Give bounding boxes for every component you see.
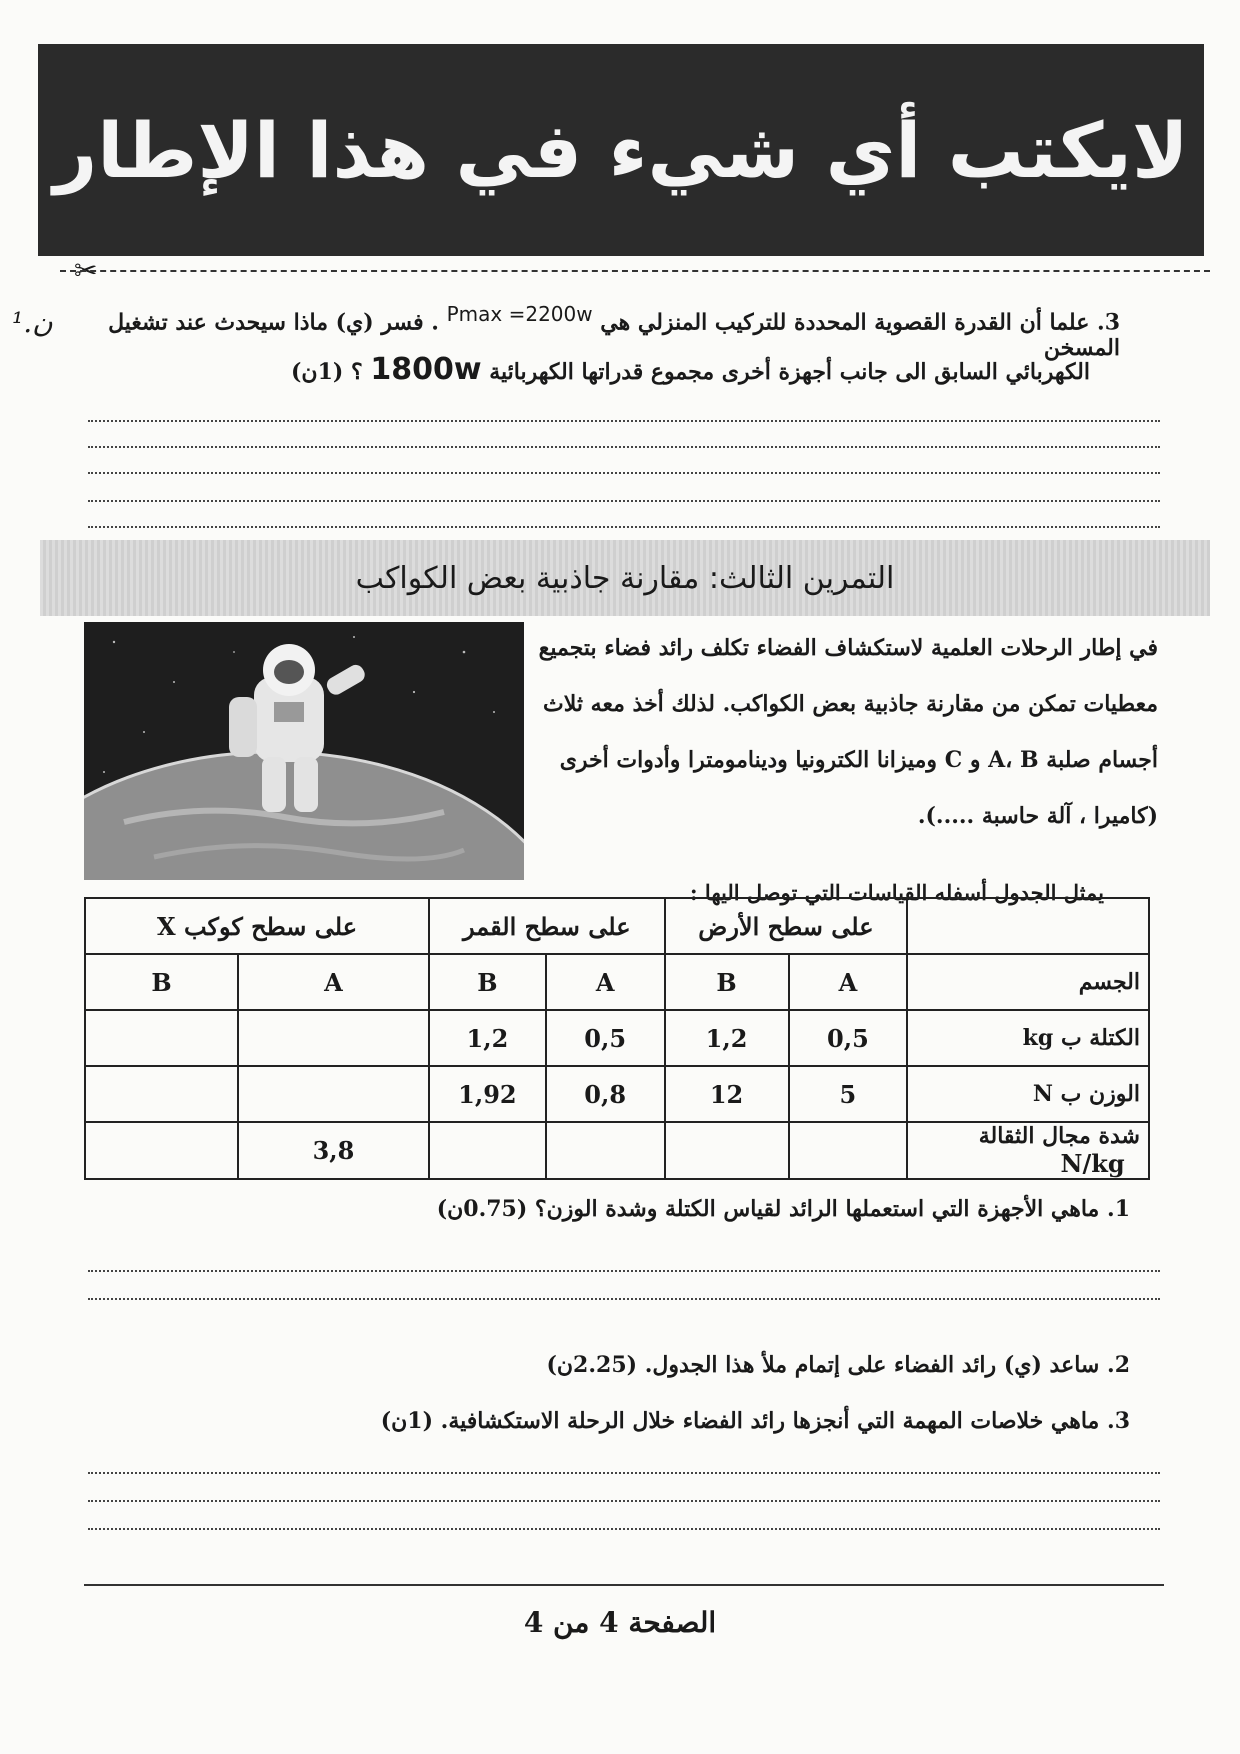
answer-line[interactable] [88, 420, 1160, 422]
intro-paragraph [498, 620, 1158, 844]
table-row [85, 1066, 1149, 1122]
astronaut-photo [84, 622, 524, 880]
intro-line: أجسام صلبة A، B و C وميزانا الكترونيا ودينامومترا وأدوات أخرى [559, 747, 1158, 773]
question-3 [90, 1408, 1130, 1434]
gravity-unit: N/kg [1060, 1149, 1125, 1178]
mass-cell: 0,5 [546, 1010, 665, 1066]
question-text: . فسر (ي) ماذا سيحدث عند تشغيل المسخن [108, 309, 1120, 362]
gravity-cell: 3,8 [238, 1122, 429, 1179]
question-text: الكهربائي السابق الى جانب أجهزة أخرى مجموع قدراتها الكهربائية [489, 359, 1090, 385]
question-1 [90, 1196, 1130, 1222]
weight-cell: 5 [789, 1066, 908, 1122]
body-cell: A [238, 954, 429, 1010]
page-label: الصفحة [628, 1606, 717, 1639]
gravity-cell[interactable] [546, 1122, 665, 1179]
intro-line: معطيات تمكن من مقارنة جاذبية بعض الكواكب. لذلك أخذ معه ثلاث [543, 691, 1158, 717]
cut-line [60, 270, 1210, 272]
footer-divider [84, 1584, 1164, 1586]
question3-line2 [70, 352, 1090, 387]
mass-cell: 1,2 [665, 1010, 789, 1066]
answer-line[interactable] [88, 526, 1160, 528]
table-row [85, 1010, 1149, 1066]
intro-line: في إطار الرحلات العلمية لاستكشاف الفضاء تكلف رائد فضاء بتجميع [538, 635, 1158, 661]
page-current: 4 [599, 1606, 619, 1639]
body-cell: B [429, 954, 546, 1010]
mass-cell[interactable] [85, 1010, 238, 1066]
page-of: من [553, 1606, 590, 1639]
table-row [85, 954, 1149, 1010]
mass-cell[interactable] [238, 1010, 429, 1066]
question-number: 3. [1097, 309, 1120, 336]
weight-cell: 0,8 [546, 1066, 665, 1122]
question-text: علما أن القدرة القصوية المحددة للتركيب المنزلي هي [600, 309, 1090, 336]
scissors-icon: ✂ [74, 254, 98, 287]
group-header-earth: على سطح الأرض [665, 898, 908, 954]
answer-line[interactable] [88, 1500, 1160, 1502]
mass-cell: 0,5 [789, 1010, 908, 1066]
points: ؟ (1ن) [291, 359, 363, 385]
question-number: 1. [1107, 1196, 1130, 1222]
margin-grade-note: ن.¹ [12, 306, 53, 339]
answer-line[interactable] [88, 1270, 1160, 1272]
table-row [85, 1122, 1149, 1179]
measurements-table [84, 897, 1150, 1180]
weight-cell[interactable] [85, 1066, 238, 1122]
no-write-banner: لايكتب أي شيء في هذا الإطار [38, 44, 1204, 256]
question-text: ماهي خلاصات المهمة التي أنجزها رائد الفضاء خلال الرحلة الاستكشافية. (1ن) [380, 1408, 1100, 1434]
answer-line[interactable] [88, 500, 1160, 502]
body-cell: A [789, 954, 908, 1010]
body-cell: A [546, 954, 665, 1010]
body-cell: B [665, 954, 789, 1010]
row-label-weight: الوزن ب N [907, 1066, 1149, 1122]
intro-line: (كاميرا ، آلة حاسبة .....). [917, 803, 1158, 829]
corner-cell [907, 898, 1149, 954]
answer-line[interactable] [88, 1298, 1160, 1300]
mass-cell: 1,2 [429, 1010, 546, 1066]
group-header-planet-x: على سطح كوكب X [85, 898, 429, 954]
question-text: ساعد (ي) رائد الفضاء على إتمام ملأ هذا الجدول. (2.25ن) [546, 1352, 1100, 1378]
row-label-mass: الكتلة ب kg [907, 1010, 1149, 1066]
pmax-value: Pmax =2200w [446, 302, 593, 326]
gravity-cell[interactable] [789, 1122, 908, 1179]
question-text: ماهي الأجهزة التي استعملها الرائد لقياس الكتلة وشدة الوزن؟ (0.75ن) [436, 1196, 1100, 1222]
page-number [0, 1606, 1240, 1639]
exercise-title: التمرين الثالث: مقارنة جاذبية بعض الكواكب [40, 540, 1210, 616]
answer-line[interactable] [88, 446, 1160, 448]
gravity-cell[interactable] [665, 1122, 789, 1179]
answer-line[interactable] [88, 472, 1160, 474]
row-label-gravity [907, 1122, 1149, 1179]
body-cell: B [85, 954, 238, 1010]
table-row [85, 898, 1149, 954]
gravity-label: شدة مجال الثقالة [978, 1123, 1140, 1149]
answer-line[interactable] [88, 1528, 1160, 1530]
answer-line[interactable] [88, 1472, 1160, 1474]
question-number: 3. [1107, 1408, 1130, 1434]
weight-cell: 1,92 [429, 1066, 546, 1122]
group-header-moon: على سطح القمر [429, 898, 665, 954]
weight-cell[interactable] [238, 1066, 429, 1122]
power-value: 1800w [370, 352, 482, 387]
row-label-body: الجسم [907, 954, 1149, 1010]
page-total: 4 [523, 1606, 544, 1639]
question-2 [90, 1352, 1130, 1378]
question-number: 2. [1107, 1352, 1130, 1378]
gravity-cell[interactable] [85, 1122, 238, 1179]
gravity-cell[interactable] [429, 1122, 546, 1179]
weight-cell: 12 [665, 1066, 789, 1122]
measurements-table-wrap [84, 897, 1150, 1180]
table-caption: يمثل الجدول أسفله القياسات التي توصل اليها : [689, 880, 1104, 905]
